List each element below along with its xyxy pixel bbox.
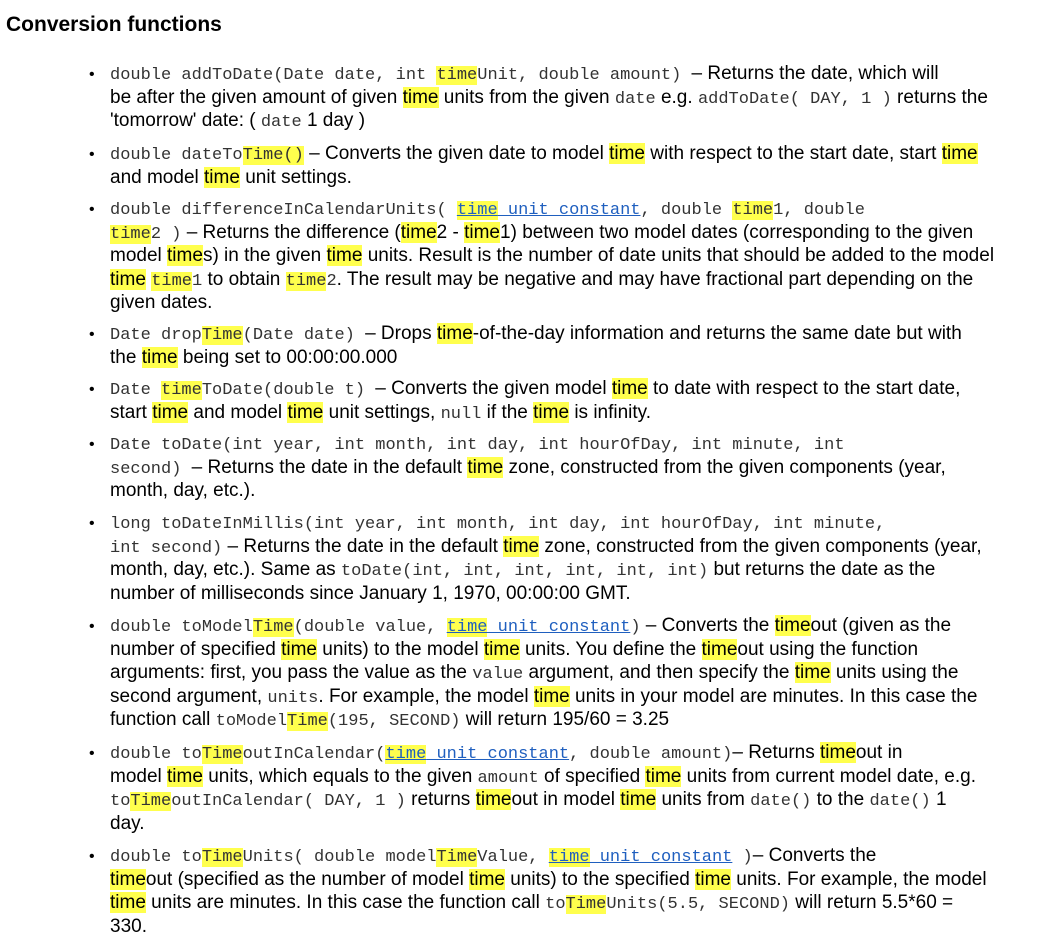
code-text: int second)	[110, 538, 223, 558]
body-text: time	[281, 638, 317, 660]
code-text: time	[161, 381, 202, 400]
code-text: Unit, double amount)	[477, 66, 692, 85]
code-text: Time	[565, 895, 607, 914]
code-text: Time()	[242, 146, 304, 165]
bullet-icon: •	[89, 848, 95, 865]
text-line	[110, 558, 935, 582]
unit-constant-link[interactable]: unit constant	[487, 618, 631, 637]
body-text: units from current model date, e.g.	[681, 765, 976, 787]
body-text: being set to 00:00:00.000	[177, 346, 398, 368]
text-line	[110, 685, 977, 709]
body-text: units from the given	[438, 86, 615, 108]
section-heading: Conversion functions	[6, 13, 222, 36]
body-text: time	[167, 245, 203, 266]
code-text: time	[732, 201, 774, 220]
code-text: ToDate(double t)	[201, 381, 376, 400]
body-text: returns	[405, 789, 476, 810]
body-text: of specified	[538, 765, 646, 787]
body-text: time	[110, 268, 146, 290]
body-text: – Returns	[732, 742, 820, 763]
bullet-icon: •	[89, 618, 95, 635]
body-text: time	[400, 221, 437, 243]
body-text: unit settings,	[323, 401, 441, 423]
code-text: Time	[201, 326, 243, 345]
body-text: . For example, the model	[318, 685, 534, 707]
code-text: date()	[750, 792, 812, 811]
code-text: double toModel	[110, 618, 253, 637]
code-text: date	[614, 89, 656, 109]
body-text: time	[204, 166, 240, 188]
code-text: outInCalendar( DAY, 1 )	[171, 792, 406, 811]
body-text: time	[467, 456, 504, 478]
code-text: value	[472, 665, 524, 684]
code-text: Value,	[477, 848, 549, 867]
code-text: date	[260, 113, 302, 132]
body-text: time	[645, 765, 682, 787]
body-text: month, day, etc.). Same as	[110, 559, 341, 580]
body-text: argument, and then specify the	[523, 662, 795, 683]
bullet-icon: •	[89, 66, 95, 83]
body-text: number of specified	[110, 638, 282, 660]
body-text: 1	[930, 789, 947, 810]
unit-constant-link[interactable]: unit constant	[497, 201, 641, 220]
text-line	[110, 915, 147, 939]
text-line	[110, 86, 988, 110]
body-text: 330.	[110, 915, 147, 937]
body-text: month, day, etc.).	[110, 480, 256, 501]
text-line	[110, 322, 962, 346]
body-text: zone, constructed from the given components (year,	[503, 456, 946, 478]
bullet-icon: •	[89, 146, 95, 163]
body-text: time	[695, 868, 732, 890]
body-text: day.	[110, 812, 145, 834]
code-text: 2	[326, 271, 337, 291]
body-text: be after the given amount of given	[110, 86, 403, 108]
text-line	[110, 166, 352, 190]
body-text: units in your model are minutes. In this case the	[569, 685, 978, 707]
code-text: time	[285, 271, 327, 291]
bullet-icon: •	[89, 381, 95, 398]
body-text: time	[611, 378, 648, 399]
body-text: time	[533, 685, 570, 707]
code-text: , double amount)	[569, 745, 733, 764]
body-text: units. You define the	[519, 638, 702, 660]
text-line	[110, 788, 947, 812]
body-text: second argument,	[110, 685, 268, 707]
body-text: if the	[481, 401, 534, 423]
body-text: to obtain	[202, 268, 286, 290]
code-text: double dateTo	[110, 146, 243, 165]
body-text: – Converts the given date to model	[303, 143, 610, 164]
body-text: out using the function	[737, 638, 919, 660]
body-text: time	[475, 789, 512, 810]
text-line	[110, 708, 669, 732]
text-line	[110, 109, 365, 133]
unit-constant-link[interactable]: unit constant	[589, 848, 733, 867]
body-text: time	[141, 346, 178, 368]
code-text: units	[267, 688, 319, 708]
text-line	[110, 614, 951, 638]
body-text: time	[402, 86, 439, 108]
body-text: – Returns the date in the default	[222, 535, 504, 557]
body-text: time	[464, 221, 501, 243]
body-text: unit settings.	[239, 166, 352, 188]
body-text: time	[941, 143, 978, 164]
body-text: time	[152, 401, 189, 423]
body-text: zone, constructed from the given components (year,	[539, 535, 982, 557]
text-line	[110, 346, 397, 370]
body-text: – Returns the difference (	[181, 221, 401, 243]
unit-constant-link[interactable]: unit constant	[426, 745, 570, 764]
body-text: 'tomorrow' date: (	[110, 110, 261, 131]
body-text: e.g.	[655, 86, 698, 108]
body-text: . The result may be negative and may have fractional part depending on the	[336, 268, 974, 290]
body-text: out (specified as the number of model	[145, 868, 470, 890]
text-line	[110, 432, 845, 456]
body-text: time	[774, 615, 811, 636]
code-text: Time	[287, 712, 328, 731]
body-text: the	[110, 346, 142, 368]
code-text: outInCalendar(	[242, 745, 386, 764]
body-text: function call	[110, 709, 216, 730]
body-text: time	[794, 662, 831, 683]
body-text: is infinity.	[569, 401, 652, 423]
body-text: given dates.	[110, 292, 213, 313]
body-text: and model	[110, 166, 205, 188]
body-text: time	[503, 535, 540, 557]
code-text: Time	[201, 848, 243, 867]
body-text: time	[110, 868, 146, 890]
code-text: )	[732, 848, 753, 867]
body-text: returns the	[891, 86, 988, 108]
body-text: units using the	[830, 662, 959, 683]
text-line	[110, 868, 987, 892]
body-text: time	[110, 892, 146, 913]
body-text: model	[110, 765, 168, 787]
body-text: time	[436, 323, 473, 344]
code-text: Time	[201, 745, 243, 764]
body-text: time	[701, 638, 738, 660]
code-text: Units( double model	[242, 848, 437, 867]
text-line	[110, 741, 902, 765]
code-text: time	[151, 271, 192, 291]
body-text: time	[287, 401, 324, 423]
body-text: start	[110, 401, 153, 423]
body-text: will return 195/60 = 3.25	[460, 709, 670, 730]
unit-constant-link[interactable]: time	[385, 745, 427, 764]
body-text: to date with respect to the start date,	[647, 378, 961, 399]
body-text: to the	[811, 789, 870, 810]
body-text: time	[533, 401, 570, 423]
body-text: units are minutes. In this case the function call	[145, 892, 546, 913]
code-text: double to	[110, 848, 202, 867]
code-text: (195, SECOND)	[327, 712, 461, 731]
text-line	[110, 268, 973, 292]
body-text: -of-the-day information and returns the same date but with	[472, 323, 962, 344]
code-text: to	[545, 895, 566, 914]
code-text: double to	[110, 745, 202, 764]
code-text: toDate(int, int, int, int, int, int)	[340, 562, 709, 581]
text-line	[110, 401, 651, 425]
code-text: (double value,	[293, 618, 447, 637]
code-text: , double	[640, 201, 733, 220]
body-text: time	[609, 143, 645, 164]
code-text: 2 )	[150, 224, 182, 244]
body-text: time	[820, 742, 856, 763]
code-text: Date toDate(int year, int month, int day, int hourOfDay, int minute, int	[110, 436, 845, 455]
body-text: number of milliseconds since January 1, 1970, 00:00:00 GMT.	[110, 582, 631, 604]
text-line	[110, 844, 876, 868]
body-text: 2 -	[436, 221, 465, 243]
code-text: toModel	[215, 712, 288, 731]
code-text: )	[630, 618, 641, 637]
body-text: – Converts the	[752, 845, 877, 866]
body-text: time	[326, 245, 363, 266]
code-text: time	[110, 224, 151, 244]
body-text: units from	[656, 789, 751, 810]
text-line	[110, 582, 631, 606]
code-text: Time	[436, 848, 478, 867]
code-text: long toDateInMillis(int year, int month, int day, int hourOfDay, int minute,	[110, 515, 886, 534]
body-text: but returns the date as the	[708, 559, 936, 580]
unit-constant-link[interactable]: time	[456, 201, 498, 220]
text-line	[110, 456, 946, 480]
code-text: addToDate( DAY, 1 )	[697, 89, 892, 109]
body-text: out in	[855, 742, 903, 763]
unit-constant-link[interactable]: time	[446, 618, 488, 637]
text-line	[110, 535, 982, 559]
text-line	[110, 638, 918, 662]
body-text: units, which equals to the given	[202, 765, 478, 787]
text-line	[110, 511, 885, 535]
code-text: date()	[869, 792, 931, 811]
body-text: 1 day )	[301, 110, 366, 131]
body-text: will return 5.5*60 =	[789, 892, 954, 913]
body-text: – Converts the	[640, 615, 775, 636]
body-text: – Returns the date in the default	[191, 456, 468, 478]
text-line	[110, 812, 145, 836]
code-text: double differenceInCalendarUnits(	[110, 201, 457, 220]
code-text: Units(5.5, SECOND)	[606, 895, 790, 914]
code-text: Date	[110, 381, 162, 400]
body-text: time	[167, 765, 203, 787]
bullet-icon: •	[89, 201, 95, 218]
body-text: units) to the model	[317, 638, 484, 660]
body-text: time	[620, 789, 657, 810]
body-text: and model	[188, 401, 288, 423]
body-text: – Drops	[365, 323, 437, 344]
body-text: out (given as the	[810, 615, 952, 636]
body-text: units. Result is the number of date units that should be added to the model	[362, 245, 995, 266]
text-line	[110, 244, 994, 268]
code-text: Time	[252, 618, 294, 637]
body-text: – Converts the given model	[375, 378, 612, 399]
body-text: units) to the specified	[505, 868, 696, 890]
text-line	[110, 291, 212, 315]
body-text: model	[110, 245, 168, 266]
code-text: second)	[110, 459, 192, 479]
code-text: 1	[192, 271, 203, 291]
text-line	[110, 197, 865, 221]
code-text: Time	[130, 792, 172, 811]
code-text: to	[110, 792, 131, 811]
code-text: (Date date)	[242, 326, 366, 345]
code-text: time	[436, 66, 478, 85]
bullet-icon: •	[89, 515, 95, 532]
text-line	[110, 62, 939, 86]
text-line	[110, 377, 960, 401]
code-text: double addToDate(Date date, int	[110, 66, 437, 85]
code-text: amount	[477, 768, 539, 788]
body-text: 1) between two model dates (corresponding to the given	[500, 221, 974, 243]
text-line	[110, 661, 958, 685]
body-text: out in model	[511, 789, 621, 810]
body-text: – Returns the date, which will	[691, 63, 939, 84]
bullet-icon: •	[89, 436, 95, 453]
body-text: time	[469, 868, 505, 890]
text-line	[110, 221, 973, 245]
body-text: time	[483, 638, 520, 660]
text-line	[110, 765, 976, 789]
text-line	[110, 142, 978, 166]
text-line	[110, 891, 953, 915]
code-text: 1, double	[773, 201, 865, 220]
code-text: Date drop	[110, 326, 202, 345]
code-text: null	[440, 404, 482, 424]
text-line	[110, 479, 255, 503]
body-text: with respect to the start date, start	[644, 143, 942, 164]
unit-constant-link[interactable]: time	[548, 848, 590, 867]
body-text: units. For example, the model	[731, 868, 987, 890]
bullet-icon: •	[89, 745, 95, 762]
bullet-icon: •	[89, 326, 95, 343]
body-text: s) in the given	[202, 245, 327, 266]
body-text: arguments: first, you pass the value as the	[110, 662, 473, 683]
